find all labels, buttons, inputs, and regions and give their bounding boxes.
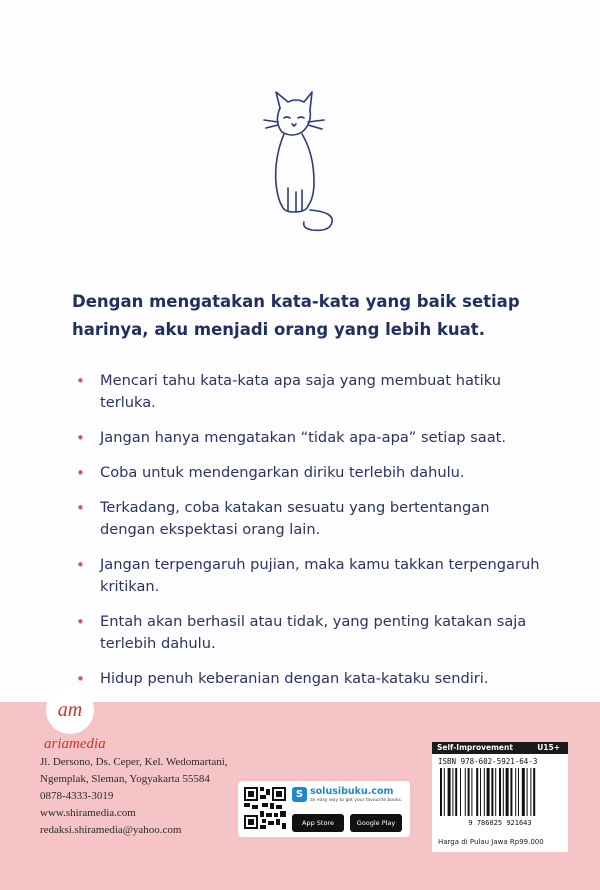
lead-statement: Dengan mengatakan kata-kata yang baik setiap harinya, aku menjadi orang yang lebih kuat. [72,292,520,339]
cat-illustration-icon [240,88,350,238]
phone-number: 0878-4333-3019 [40,790,114,802]
list-item [74,611,544,655]
email: redaksi.shiramedia@yahoo.com [40,824,182,836]
website: www.shiramedia.com [40,807,136,819]
isbn-text: ISBN 978-602-5921-64-3 [438,757,538,766]
store-panel [238,781,410,837]
publisher-logo-icon [40,684,160,754]
qr-code-icon [244,787,286,829]
address-line: Ngemplak, Sleman, Yogyakarta 55584 [40,773,210,785]
solusibuku-logo-icon: S [292,787,307,802]
affirmation-list [74,370,544,703]
list-item-text: Jangan hanya mengatakan “tidak apa-apa” setiap saat. [100,429,507,446]
publisher-address [40,754,270,839]
category-label: Self-Improvement [437,743,513,752]
list-item-text: Jangan terpengaruh pujian, maka kamu takkan terpengaruh kritikan. [100,556,540,595]
google-play-badge: Google Play [350,814,402,832]
logo-wordmark: ariamedia [44,736,106,752]
barcode-digits: 9 786025 921643 [468,819,532,826]
list-item-text: Hidup penuh keberanian dengan kata-kataku sendiri. [100,670,489,687]
bullet-marker: • [76,499,85,517]
list-item [74,370,544,414]
bullet-marker: • [76,670,85,688]
list-item [74,462,544,484]
bullet-marker: • [76,556,85,574]
list-item-text: Entah akan berhasil atau tidak, yang penting katakan saja terlebih dahulu. [100,613,527,652]
bullet-marker: • [76,464,85,482]
category-bar [432,742,568,754]
logo-mark: am [57,699,83,721]
bullet-marker: • [76,613,85,631]
list-item-text: Mencari tahu kata-kata apa saja yang membuat hatiku terluka. [100,372,501,411]
list-item [74,497,544,541]
store-site: solusibuku.com [310,786,394,797]
list-item [74,427,544,449]
bullet-marker: • [76,429,85,447]
list-item-text: Terkadang, coba katakan sesuatu yang bertentangan dengan ekspektasi orang lain. [100,499,490,538]
bullet-marker: • [76,372,85,390]
list-item [74,554,544,598]
barcode-icon [438,768,562,826]
address-line: Jl. Dersono, Ds. Ceper, Kel. Wedomartani, [40,756,228,768]
list-item-text: Coba untuk mendengarkan diriku terlebih dahulu. [100,464,465,481]
app-store-badge: App Store [292,814,344,832]
price-label: Harga di Pulau Jawa Rp99.000 [438,838,544,846]
store-tagline: an easy way to get your favourite books. [310,798,403,803]
barcode-panel [432,742,568,852]
age-rating: U15+ [537,743,560,752]
